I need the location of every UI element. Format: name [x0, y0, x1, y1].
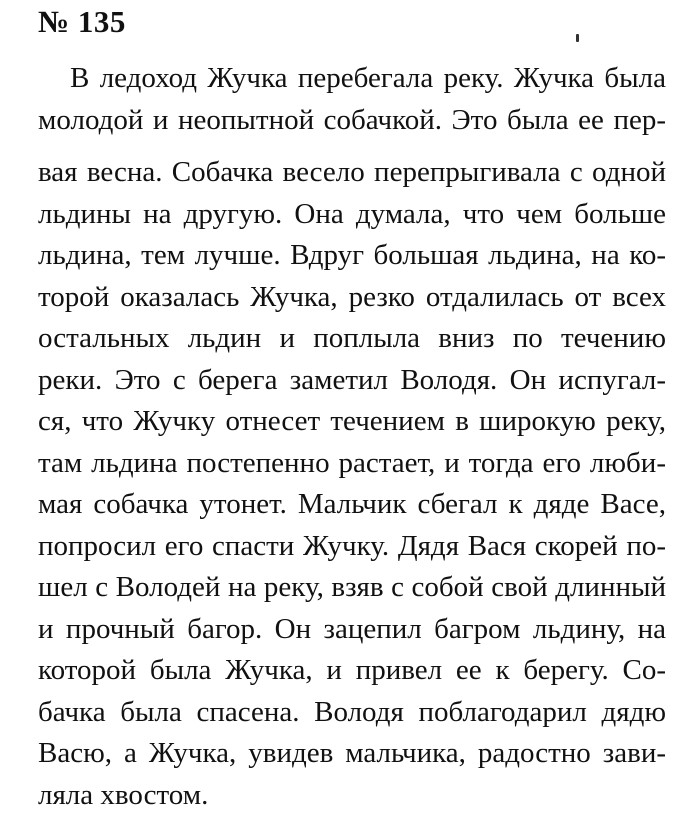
- paragraph-bottom: [38, 152, 666, 816]
- text-line: там льдина постепенно растает, и тогда его люби-: [38, 443, 666, 485]
- paragraph-top: [38, 58, 666, 141]
- text-line: льдины на другую. Она думала, что чем больше: [38, 194, 666, 236]
- text-line: мая собачка утонет. Мальчик сбегал к дяде Васе,: [38, 484, 666, 526]
- exercise-number: № 135: [38, 4, 126, 40]
- text-line: молодой и неопытной собачкой. Это была ее пер-: [38, 100, 666, 142]
- text-line: шел с Володей на реку, взяв с собой свой длинный: [38, 567, 666, 609]
- text-line: реки. Это с берега заметил Володя. Он испугал-: [38, 360, 666, 402]
- text-line: и прочный багор. Он зацепил багром льдину, на: [38, 609, 666, 651]
- text-line: которой была Жучка, и привел ее к берегу. Со-: [38, 650, 666, 692]
- text-line: вая весна. Собачка весело перепрыгивала с одной: [38, 152, 666, 194]
- text-line: льдина, тем лучше. Вдруг большая льдина, на ко-: [38, 235, 666, 277]
- text-line: торой оказалась Жучка, резко отдалилась от всех: [38, 277, 666, 319]
- text-line: ся, что Жучку отнесет течением в широкую реку,: [38, 401, 666, 443]
- text-line: остальных льдин и поплыла вниз по течению: [38, 318, 666, 360]
- text-line: бачка была спасена. Володя поблагодарил дядю: [38, 692, 666, 734]
- text-line: попросил его спасти Жучку. Дядя Вася скорей по-: [38, 526, 666, 568]
- scan-speck: [576, 34, 579, 42]
- text-line: ляла хвостом.: [38, 775, 666, 816]
- text-line: В ледоход Жучка перебегала реку. Жучка была: [38, 58, 666, 100]
- text-line: Васю, а Жучка, увидев мальчика, радостно зави-: [38, 733, 666, 775]
